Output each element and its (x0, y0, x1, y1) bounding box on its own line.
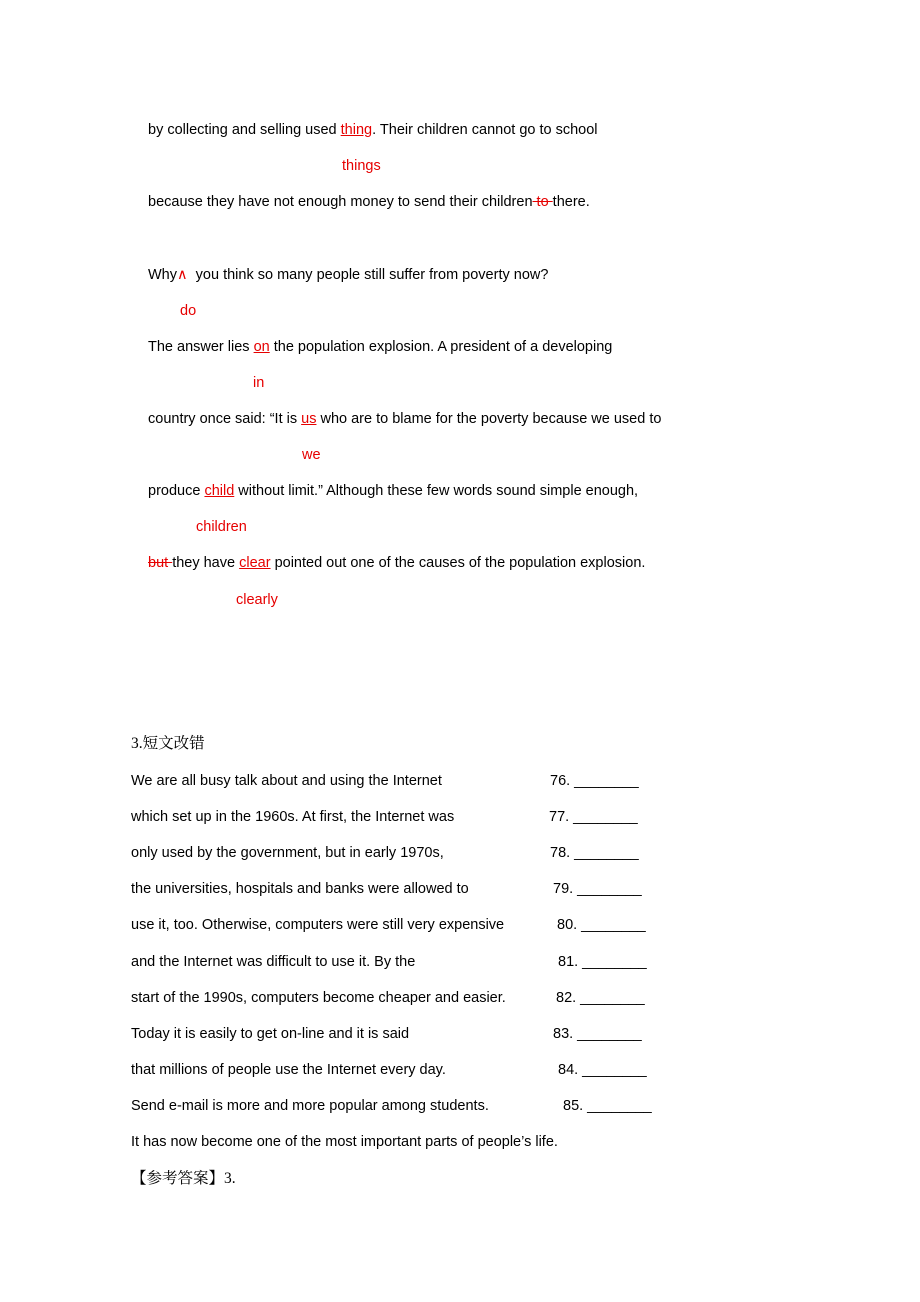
error-word: thing (340, 122, 373, 138)
text-segment: they have (172, 555, 240, 571)
exercise-line: Send e-mail is more and more popular among students. (131, 1098, 489, 1114)
answer-blank: 85. ________ (563, 1098, 652, 1114)
exercise-line: We are all busy talk about and using the Internet (131, 773, 442, 789)
insert-mark: ∧ (177, 267, 188, 283)
passage-line-6 (148, 481, 638, 501)
correction-word: do (180, 303, 197, 319)
answer-blank: 81. ________ (558, 954, 647, 970)
passage-line-5 (148, 409, 661, 429)
text-segment: because they have not enough money to send their children (148, 194, 533, 210)
answer-blank: 84. ________ (558, 1062, 647, 1078)
error-word: clear (239, 555, 271, 571)
error-word: us (301, 411, 317, 427)
exercise-line: use it, too. Otherwise, computers were still very expensive (131, 917, 505, 933)
answer-label: 【参考答案】3. (131, 1170, 236, 1187)
text-segment: . Their children cannot go to school (372, 122, 598, 138)
correction-word: we (302, 447, 321, 463)
text-segment: pointed out one of the causes of the population explosion. (270, 555, 646, 571)
text-segment: there. (552, 194, 590, 210)
correction-word: in (253, 375, 265, 391)
answer-blank: 76. ________ (550, 773, 639, 789)
answer-blank: 80. ________ (557, 917, 646, 933)
text-segment: who are to blame for the poverty because we used to (316, 411, 662, 427)
answer-blank: 82. ________ (556, 990, 645, 1006)
text-segment: by collecting and selling used (148, 122, 341, 138)
exercise-line: start of the 1990s, computers become cheaper and easier. (131, 990, 506, 1006)
text-segment: produce (148, 483, 205, 499)
correction-word: clearly (236, 592, 278, 608)
answer-blank: 83. ________ (553, 1026, 642, 1042)
answer-blank: 79. ________ (553, 881, 642, 897)
exercise-line: the universities, hospitals and banks were allowed to (131, 881, 469, 897)
answer-blank: 78. ________ (550, 845, 639, 861)
passage-line-7 (148, 553, 645, 573)
exercise-line: which set up in the 1960s. At first, the Internet was (131, 809, 455, 825)
deleted-word: but (148, 555, 173, 571)
error-word: child (204, 483, 235, 499)
exercise-line: only used by the government, but in early 1970s, (131, 845, 444, 861)
answer-blank: 77. ________ (549, 809, 638, 825)
exercise-line: Today it is easily to get on-line and it is said (131, 1026, 410, 1042)
exercise-last-line: It has now become one of the most important parts of people’s life. (131, 1134, 558, 1150)
text-segment: the population explosion. A president of a developing (269, 339, 613, 355)
section-heading: 3.短文改错 (131, 735, 205, 752)
exercise-line: that millions of people use the Internet every day. (131, 1062, 446, 1078)
error-word: on (253, 339, 270, 355)
exercise-line: and the Internet was difficult to use it. By the (131, 954, 416, 970)
text-segment: without limit.” Although these few words sound simple enough, (234, 483, 639, 499)
text-segment: country once said: “It is (148, 411, 302, 427)
passage-line-2 (148, 192, 590, 212)
deleted-word: to (532, 194, 553, 210)
correction-word: children (196, 519, 247, 535)
passage-line-1 (148, 120, 598, 140)
text-segment: The answer lies (148, 339, 254, 355)
text-segment: Why (148, 267, 177, 283)
passage-line-4 (148, 337, 612, 357)
text-segment: you think so many people still suffer from poverty now? (187, 267, 549, 283)
passage-line-3 (148, 265, 548, 285)
correction-word: things (342, 158, 381, 174)
